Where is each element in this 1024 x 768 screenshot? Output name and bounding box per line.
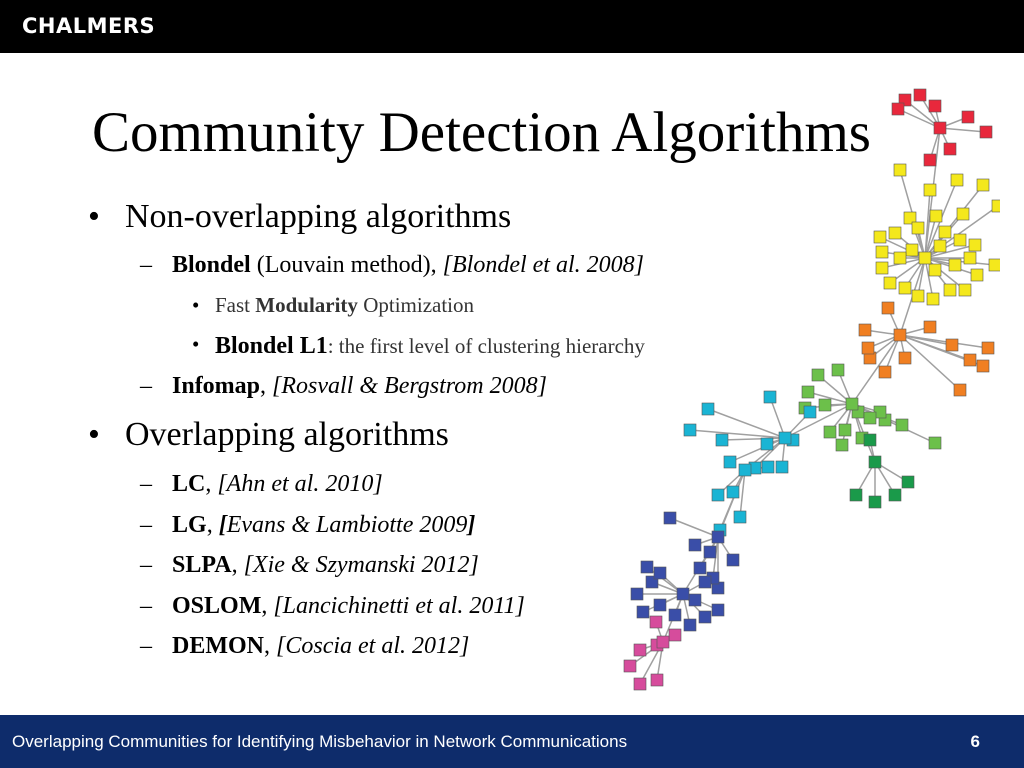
- citation-close: ]: [467, 512, 476, 538]
- bullet-marker: •: [192, 293, 200, 317]
- separator: ,: [205, 471, 218, 497]
- algorithm-desc: : the first level of clustering hierarchy: [327, 334, 645, 358]
- blondel-l1-item: [215, 333, 645, 360]
- algorithm-name: LC: [172, 471, 206, 497]
- dash-marker: –: [140, 552, 152, 578]
- algorithm-name: Blondel: [172, 252, 251, 278]
- bullet-marker: •: [88, 198, 100, 235]
- lg-item: [172, 512, 475, 539]
- citation: [Coscia et al. 2012]: [276, 633, 470, 659]
- non-overlapping-heading: Non-overlapping algorithms: [125, 198, 512, 235]
- bullet-marker: •: [88, 416, 100, 453]
- page-number: 6: [970, 732, 980, 751]
- dash-marker: –: [140, 252, 152, 278]
- algorithm-name: Blondel L1: [215, 333, 328, 359]
- footer-bar: [0, 715, 1024, 768]
- algorithm-name: LG: [172, 512, 207, 538]
- algorithm-name: SLPA: [172, 552, 232, 578]
- footer-title: Overlapping Communities for Identifying Misbehavior in Network Communications: [12, 732, 628, 751]
- citation: [Rosvall & Bergstrom 2008]: [272, 373, 547, 399]
- oslom-item: [172, 593, 525, 620]
- dash-marker: –: [140, 633, 152, 659]
- citation: [Blondel et al. 2008]: [442, 252, 644, 278]
- algorithm-name: DEMON: [172, 633, 264, 659]
- citation: [Lancichinetti et al. 2011]: [273, 593, 525, 619]
- modularity-term: Modularity: [255, 293, 358, 317]
- citation: [Ahn et al. 2010]: [217, 471, 383, 497]
- infomap-item: [172, 373, 547, 400]
- citation-open: [: [218, 512, 227, 538]
- bullet-marker: •: [192, 332, 200, 356]
- chalmers-logo: CHALMERS: [22, 14, 156, 38]
- citation: Evans & Lambiotte 2009: [226, 512, 468, 538]
- slide-title: Community Detection Algorithms: [92, 101, 871, 164]
- separator: ,: [264, 633, 276, 659]
- blondel-item: [172, 252, 644, 279]
- slpa-item: [172, 552, 479, 579]
- separator: ,: [260, 373, 273, 399]
- fast-modularity-item: Fast Modularity Optimization: [215, 293, 475, 317]
- separator: ,: [231, 552, 244, 578]
- dash-marker: –: [140, 512, 152, 538]
- overlapping-heading: Overlapping algorithms: [125, 416, 449, 453]
- fast-modularity-post: Optimization: [357, 293, 475, 317]
- dash-marker: –: [140, 593, 152, 619]
- algorithm-desc: (Louvain method),: [250, 252, 443, 278]
- dash-marker: –: [140, 471, 152, 497]
- separator: ,: [261, 593, 274, 619]
- demon-item: [172, 633, 469, 660]
- separator: ,: [206, 512, 219, 538]
- algorithm-name: Infomap: [172, 373, 261, 399]
- lc-item: [172, 471, 383, 498]
- dash-marker: –: [140, 373, 152, 399]
- algorithm-name: OSLOM: [172, 593, 262, 619]
- citation: [Xie & Szymanski 2012]: [243, 552, 479, 578]
